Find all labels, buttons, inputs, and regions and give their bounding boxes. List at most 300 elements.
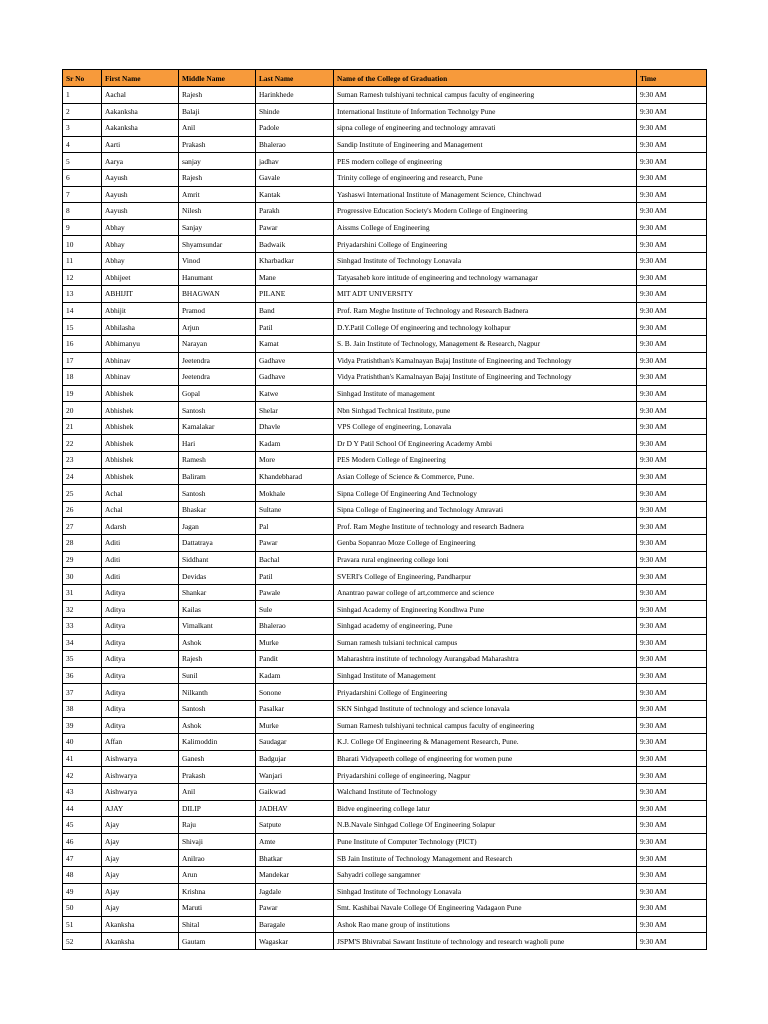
- first-name-cell: Ajay: [102, 866, 179, 883]
- table-row: [63, 866, 707, 883]
- sr-no-cell: 19: [63, 385, 102, 402]
- table-row: [63, 335, 707, 352]
- last-name-cell: Mane: [256, 269, 334, 286]
- last-name-cell: Sonone: [256, 684, 334, 701]
- sr-no-cell: 26: [63, 501, 102, 518]
- first-name-cell: Achal: [102, 501, 179, 518]
- first-name-cell: Aakanksha: [102, 120, 179, 137]
- time-cell: 9:30 AM: [637, 651, 707, 668]
- sr-no-cell: 49: [63, 883, 102, 900]
- first-name-cell: Abhishek: [102, 385, 179, 402]
- table-row: [63, 568, 707, 585]
- time-cell: 9:30 AM: [637, 435, 707, 452]
- first-name-cell: Abhinav: [102, 352, 179, 369]
- last-name-cell: jadhav: [256, 153, 334, 170]
- table-row: [63, 700, 707, 717]
- middle-name-cell: Ashok: [179, 634, 256, 651]
- time-cell: 9:30 AM: [637, 833, 707, 850]
- table-row: [63, 750, 707, 767]
- middle-name-cell: Rajesh: [179, 87, 256, 104]
- middle-name-cell: Amrit: [179, 186, 256, 203]
- first-name-cell: Aishwarya: [102, 783, 179, 800]
- time-cell: 9:30 AM: [637, 236, 707, 253]
- sr-no-cell: 48: [63, 866, 102, 883]
- last-name-cell: Badwaik: [256, 236, 334, 253]
- table-row: [63, 402, 707, 419]
- col-header-middle-name: Middle Name: [179, 70, 256, 87]
- table-row: [63, 817, 707, 834]
- col-header-sr-no: Sr No: [63, 70, 102, 87]
- time-cell: 9:30 AM: [637, 717, 707, 734]
- table-body: [63, 87, 707, 950]
- middle-name-cell: Kamalakar: [179, 418, 256, 435]
- table-row: [63, 535, 707, 552]
- time-cell: 9:30 AM: [637, 767, 707, 784]
- first-name-cell: Abhinav: [102, 369, 179, 386]
- college-cell: Prof. Ram Meghe Institute of Technology and Research Badnera: [334, 302, 637, 319]
- college-cell: Sahyadri college sangamner: [334, 866, 637, 883]
- table-row: [63, 203, 707, 220]
- time-cell: 9:30 AM: [637, 535, 707, 552]
- college-cell: SVERI's College of Engineering, Pandharpur: [334, 568, 637, 585]
- sr-no-cell: 35: [63, 651, 102, 668]
- middle-name-cell: Ashok: [179, 717, 256, 734]
- college-cell: SB Jain Institute of Technology Management and Research: [334, 850, 637, 867]
- sr-no-cell: 11: [63, 252, 102, 269]
- middle-name-cell: Bhaskar: [179, 501, 256, 518]
- time-cell: 9:30 AM: [637, 916, 707, 933]
- time-cell: 9:30 AM: [637, 269, 707, 286]
- college-cell: Sinhgad Academy of Engineering Kondhwa Pune: [334, 601, 637, 618]
- table-row: [63, 269, 707, 286]
- college-cell: VPS College of engineering, Lonavala: [334, 418, 637, 435]
- table-row: [63, 252, 707, 269]
- time-cell: 9:30 AM: [637, 734, 707, 751]
- sr-no-cell: 3: [63, 120, 102, 137]
- sr-no-cell: 13: [63, 286, 102, 303]
- last-name-cell: Parakh: [256, 203, 334, 220]
- first-name-cell: Akanksha: [102, 933, 179, 950]
- first-name-cell: Ajay: [102, 900, 179, 917]
- last-name-cell: More: [256, 452, 334, 469]
- last-name-cell: Badgujar: [256, 750, 334, 767]
- last-name-cell: Shelar: [256, 402, 334, 419]
- time-cell: 9:30 AM: [637, 452, 707, 469]
- time-cell: 9:30 AM: [637, 601, 707, 618]
- sr-no-cell: 7: [63, 186, 102, 203]
- middle-name-cell: Anil: [179, 120, 256, 137]
- table-row: [63, 501, 707, 518]
- first-name-cell: Aditya: [102, 618, 179, 635]
- college-cell: D.Y.Patil College Of engineering and technology kolhapur: [334, 319, 637, 336]
- time-cell: 9:30 AM: [637, 468, 707, 485]
- sr-no-cell: 37: [63, 684, 102, 701]
- middle-name-cell: Shital: [179, 916, 256, 933]
- table-row: [63, 634, 707, 651]
- college-cell: Suman Ramesh tulshiyani technical campus faculty of engineering: [334, 717, 637, 734]
- college-cell: Asian College of Science & Commerce, Pune.: [334, 468, 637, 485]
- middle-name-cell: Kalimoddin: [179, 734, 256, 751]
- college-cell: Walchand Institute of Technology: [334, 783, 637, 800]
- table-row: [63, 783, 707, 800]
- time-cell: 9:30 AM: [637, 352, 707, 369]
- sr-no-cell: 4: [63, 136, 102, 153]
- table-row: [63, 933, 707, 950]
- header-row: [63, 70, 707, 87]
- first-name-cell: Aditya: [102, 651, 179, 668]
- college-cell: Yashaswi International Institute of Management Science, Chinchwad: [334, 186, 637, 203]
- table-row: [63, 120, 707, 137]
- college-cell: Suman Ramesh tulshiyani technical campus faculty of engineering: [334, 87, 637, 104]
- first-name-cell: Abhishek: [102, 418, 179, 435]
- table-row: [63, 551, 707, 568]
- sr-no-cell: 1: [63, 87, 102, 104]
- first-name-cell: Abhishek: [102, 452, 179, 469]
- sr-no-cell: 16: [63, 335, 102, 352]
- time-cell: 9:30 AM: [637, 219, 707, 236]
- table-row: [63, 518, 707, 535]
- first-name-cell: Adarsh: [102, 518, 179, 535]
- col-header-first-name: First Name: [102, 70, 179, 87]
- last-name-cell: Murke: [256, 717, 334, 734]
- sr-no-cell: 12: [63, 269, 102, 286]
- table-row: [63, 833, 707, 850]
- middle-name-cell: Raju: [179, 817, 256, 834]
- col-header-last-name: Last Name: [256, 70, 334, 87]
- middle-name-cell: Siddhant: [179, 551, 256, 568]
- time-cell: 9:30 AM: [637, 518, 707, 535]
- last-name-cell: Bhalerao: [256, 618, 334, 635]
- last-name-cell: Harinkhede: [256, 87, 334, 104]
- table-row: [63, 800, 707, 817]
- last-name-cell: Mandekar: [256, 866, 334, 883]
- sr-no-cell: 41: [63, 750, 102, 767]
- last-name-cell: Pawale: [256, 584, 334, 601]
- middle-name-cell: BHAGWAN: [179, 286, 256, 303]
- middle-name-cell: Prakash: [179, 767, 256, 784]
- time-cell: 9:30 AM: [637, 153, 707, 170]
- last-name-cell: Kamat: [256, 335, 334, 352]
- table-row: [63, 153, 707, 170]
- table-row: [63, 103, 707, 120]
- table-row: [63, 734, 707, 751]
- college-cell: Pravara rural engineering college loni: [334, 551, 637, 568]
- college-cell: Sipna College Of Engineering And Technology: [334, 485, 637, 502]
- middle-name-cell: Vinod: [179, 252, 256, 269]
- first-name-cell: Aarya: [102, 153, 179, 170]
- college-cell: MIT ADT UNIVERSITY: [334, 286, 637, 303]
- first-name-cell: Abhishek: [102, 468, 179, 485]
- time-cell: 9:30 AM: [637, 186, 707, 203]
- last-name-cell: PILANE: [256, 286, 334, 303]
- table-row: [63, 651, 707, 668]
- first-name-cell: Aayush: [102, 186, 179, 203]
- college-cell: Sinhgad Institute of Management: [334, 667, 637, 684]
- middle-name-cell: Gopal: [179, 385, 256, 402]
- time-cell: 9:30 AM: [637, 667, 707, 684]
- time-cell: 9:30 AM: [637, 335, 707, 352]
- last-name-cell: Baragale: [256, 916, 334, 933]
- last-name-cell: Saudagar: [256, 734, 334, 751]
- first-name-cell: Aishwarya: [102, 767, 179, 784]
- last-name-cell: Bhalerao: [256, 136, 334, 153]
- time-cell: 9:30 AM: [637, 850, 707, 867]
- table-row: [63, 169, 707, 186]
- middle-name-cell: DILIP: [179, 800, 256, 817]
- middle-name-cell: Maruti: [179, 900, 256, 917]
- table-row: [63, 352, 707, 369]
- college-cell: Anantrao pawar college of art,commerce and science: [334, 584, 637, 601]
- sr-no-cell: 31: [63, 584, 102, 601]
- last-name-cell: Pasalkar: [256, 700, 334, 717]
- middle-name-cell: Arjun: [179, 319, 256, 336]
- time-cell: 9:30 AM: [637, 817, 707, 834]
- last-name-cell: Dhavle: [256, 418, 334, 435]
- time-cell: 9:30 AM: [637, 900, 707, 917]
- college-cell: International Institute of Information Technolgy Pune: [334, 103, 637, 120]
- middle-name-cell: Ramesh: [179, 452, 256, 469]
- middle-name-cell: Gautam: [179, 933, 256, 950]
- table-row: [63, 302, 707, 319]
- time-cell: 9:30 AM: [637, 203, 707, 220]
- first-name-cell: Aditi: [102, 568, 179, 585]
- college-cell: Maharashtra institute of technology Aurangabad Maharashtra: [334, 651, 637, 668]
- time-cell: 9:30 AM: [637, 866, 707, 883]
- college-cell: Sinhgad Institute of Technology Lonavala: [334, 252, 637, 269]
- table-row: [63, 883, 707, 900]
- sr-no-cell: 22: [63, 435, 102, 452]
- college-cell: Sipna College of Engineering and Technology Amravati: [334, 501, 637, 518]
- table-row: [63, 667, 707, 684]
- last-name-cell: Bachal: [256, 551, 334, 568]
- time-cell: 9:30 AM: [637, 485, 707, 502]
- college-cell: PES modern college of engineering: [334, 153, 637, 170]
- college-cell: Tatyasaheb kore intitude of engineering and technology warnanagar: [334, 269, 637, 286]
- last-name-cell: Khandebharad: [256, 468, 334, 485]
- first-name-cell: Ajay: [102, 817, 179, 834]
- middle-name-cell: sanjay: [179, 153, 256, 170]
- table-row: [63, 468, 707, 485]
- time-cell: 9:30 AM: [637, 369, 707, 386]
- sr-no-cell: 24: [63, 468, 102, 485]
- time-cell: 9:30 AM: [637, 120, 707, 137]
- time-cell: 9:30 AM: [637, 87, 707, 104]
- college-cell: Ashok Rao mane group of institutions: [334, 916, 637, 933]
- time-cell: 9:30 AM: [637, 551, 707, 568]
- last-name-cell: Jagdale: [256, 883, 334, 900]
- table-row: [63, 369, 707, 386]
- sr-no-cell: 52: [63, 933, 102, 950]
- time-cell: 9:30 AM: [637, 302, 707, 319]
- time-cell: 9:30 AM: [637, 634, 707, 651]
- sr-no-cell: 44: [63, 800, 102, 817]
- time-cell: 9:30 AM: [637, 684, 707, 701]
- sr-no-cell: 15: [63, 319, 102, 336]
- college-cell: N.B.Navale Sinhgad College Of Engineering Solapur: [334, 817, 637, 834]
- sr-no-cell: 45: [63, 817, 102, 834]
- first-name-cell: Aditya: [102, 700, 179, 717]
- first-name-cell: ABHIJIT: [102, 286, 179, 303]
- sr-no-cell: 25: [63, 485, 102, 502]
- college-cell: Sinhgad Institute of Technology Lonavala: [334, 883, 637, 900]
- time-cell: 9:30 AM: [637, 800, 707, 817]
- last-name-cell: Padole: [256, 120, 334, 137]
- last-name-cell: Katwe: [256, 385, 334, 402]
- college-cell: Suman ramesh tulsiani technical campus: [334, 634, 637, 651]
- college-cell: Progressive Education Society's Modern College of Engineering: [334, 203, 637, 220]
- middle-name-cell: Ganesh: [179, 750, 256, 767]
- middle-name-cell: Anilrao: [179, 850, 256, 867]
- first-name-cell: Aditya: [102, 667, 179, 684]
- middle-name-cell: Jeetendra: [179, 369, 256, 386]
- middle-name-cell: Santosh: [179, 402, 256, 419]
- sr-no-cell: 47: [63, 850, 102, 867]
- middle-name-cell: Shankar: [179, 584, 256, 601]
- last-name-cell: Amte: [256, 833, 334, 850]
- first-name-cell: Affan: [102, 734, 179, 751]
- first-name-cell: Aachal: [102, 87, 179, 104]
- college-cell: Sandip Institute of Engineering and Management: [334, 136, 637, 153]
- first-name-cell: Abhay: [102, 252, 179, 269]
- sr-no-cell: 5: [63, 153, 102, 170]
- last-name-cell: Gadhave: [256, 369, 334, 386]
- sr-no-cell: 18: [63, 369, 102, 386]
- middle-name-cell: Santosh: [179, 700, 256, 717]
- first-name-cell: Abhilasha: [102, 319, 179, 336]
- college-cell: K.J. College Of Engineering & Management Research, Pune.: [334, 734, 637, 751]
- time-cell: 9:30 AM: [637, 136, 707, 153]
- first-name-cell: Abhishek: [102, 435, 179, 452]
- time-cell: 9:30 AM: [637, 883, 707, 900]
- sr-no-cell: 36: [63, 667, 102, 684]
- last-name-cell: Kantak: [256, 186, 334, 203]
- sr-no-cell: 6: [63, 169, 102, 186]
- first-name-cell: Aakanksha: [102, 103, 179, 120]
- college-cell: Pune Institute of Computer Technology (PICT): [334, 833, 637, 850]
- college-cell: Vidya Pratishthan's Kamalnayan Bajaj Institute of Engineering and Technology: [334, 352, 637, 369]
- last-name-cell: Patil: [256, 319, 334, 336]
- time-cell: 9:30 AM: [637, 618, 707, 635]
- middle-name-cell: Shyamsundar: [179, 236, 256, 253]
- table-row: [63, 385, 707, 402]
- last-name-cell: Sule: [256, 601, 334, 618]
- last-name-cell: Pandit: [256, 651, 334, 668]
- sr-no-cell: 38: [63, 700, 102, 717]
- sr-no-cell: 10: [63, 236, 102, 253]
- last-name-cell: Pawar: [256, 219, 334, 236]
- table-row: [63, 286, 707, 303]
- first-name-cell: Aditi: [102, 535, 179, 552]
- first-name-cell: Abhijit: [102, 302, 179, 319]
- college-cell: Vidya Pratishthan's Kamalnayan Bajaj Institute of Engineering and Technology: [334, 369, 637, 386]
- sr-no-cell: 40: [63, 734, 102, 751]
- table-row: [63, 584, 707, 601]
- middle-name-cell: Hari: [179, 435, 256, 452]
- last-name-cell: JADHAV: [256, 800, 334, 817]
- table-row: [63, 435, 707, 452]
- time-cell: 9:30 AM: [637, 319, 707, 336]
- sr-no-cell: 34: [63, 634, 102, 651]
- time-cell: 9:30 AM: [637, 402, 707, 419]
- time-cell: 9:30 AM: [637, 584, 707, 601]
- college-cell: Prof. Ram Meghe Institute of technology and research Badnera: [334, 518, 637, 535]
- first-name-cell: Aishwarya: [102, 750, 179, 767]
- last-name-cell: Wagaskar: [256, 933, 334, 950]
- last-name-cell: Patil: [256, 568, 334, 585]
- last-name-cell: Wanjari: [256, 767, 334, 784]
- middle-name-cell: Balaji: [179, 103, 256, 120]
- sr-no-cell: 21: [63, 418, 102, 435]
- time-cell: 9:30 AM: [637, 103, 707, 120]
- middle-name-cell: Dattatraya: [179, 535, 256, 552]
- first-name-cell: Abhay: [102, 236, 179, 253]
- sr-no-cell: 2: [63, 103, 102, 120]
- middle-name-cell: Shivaji: [179, 833, 256, 850]
- last-name-cell: Kadam: [256, 435, 334, 452]
- college-cell: Priyadarshini College of Engineering: [334, 236, 637, 253]
- table-row: [63, 916, 707, 933]
- middle-name-cell: Rajesh: [179, 651, 256, 668]
- last-name-cell: Pawar: [256, 900, 334, 917]
- table-row: [63, 236, 707, 253]
- table-row: [63, 850, 707, 867]
- college-cell: Genba Sopanrao Moze College of Engineering: [334, 535, 637, 552]
- last-name-cell: Gadhave: [256, 352, 334, 369]
- first-name-cell: Aarti: [102, 136, 179, 153]
- first-name-cell: Abhijeet: [102, 269, 179, 286]
- first-name-cell: Aditya: [102, 601, 179, 618]
- middle-name-cell: Devidas: [179, 568, 256, 585]
- sr-no-cell: 46: [63, 833, 102, 850]
- col-header-time: Time: [637, 70, 707, 87]
- time-cell: 9:30 AM: [637, 568, 707, 585]
- last-name-cell: Pawar: [256, 535, 334, 552]
- last-name-cell: Satpute: [256, 817, 334, 834]
- table-row: [63, 601, 707, 618]
- college-cell: sipna college of engineering and technology amravati: [334, 120, 637, 137]
- first-name-cell: Abhimanyu: [102, 335, 179, 352]
- time-cell: 9:30 AM: [637, 418, 707, 435]
- time-cell: 9:30 AM: [637, 252, 707, 269]
- middle-name-cell: Vimalkant: [179, 618, 256, 635]
- first-name-cell: Abhay: [102, 219, 179, 236]
- first-name-cell: Ajay: [102, 850, 179, 867]
- college-cell: Aissms College of Engineering: [334, 219, 637, 236]
- college-cell: S. B. Jain Institute of Technology, Management & Research, Nagpur: [334, 335, 637, 352]
- table-row: [63, 900, 707, 917]
- first-name-cell: Ajay: [102, 883, 179, 900]
- sr-no-cell: 17: [63, 352, 102, 369]
- last-name-cell: Sultane: [256, 501, 334, 518]
- time-cell: 9:30 AM: [637, 169, 707, 186]
- sr-no-cell: 28: [63, 535, 102, 552]
- middle-name-cell: Anil: [179, 783, 256, 800]
- first-name-cell: Aditi: [102, 551, 179, 568]
- middle-name-cell: Sanjay: [179, 219, 256, 236]
- sr-no-cell: 32: [63, 601, 102, 618]
- sr-no-cell: 43: [63, 783, 102, 800]
- time-cell: 9:30 AM: [637, 286, 707, 303]
- college-cell: Smt. Kashibai Navale College Of Engineering Vadagaon Pune: [334, 900, 637, 917]
- middle-name-cell: Sunil: [179, 667, 256, 684]
- last-name-cell: Mokhale: [256, 485, 334, 502]
- last-name-cell: Band: [256, 302, 334, 319]
- last-name-cell: Bhatkar: [256, 850, 334, 867]
- sr-no-cell: 33: [63, 618, 102, 635]
- first-name-cell: Aditya: [102, 684, 179, 701]
- sr-no-cell: 8: [63, 203, 102, 220]
- sr-no-cell: 20: [63, 402, 102, 419]
